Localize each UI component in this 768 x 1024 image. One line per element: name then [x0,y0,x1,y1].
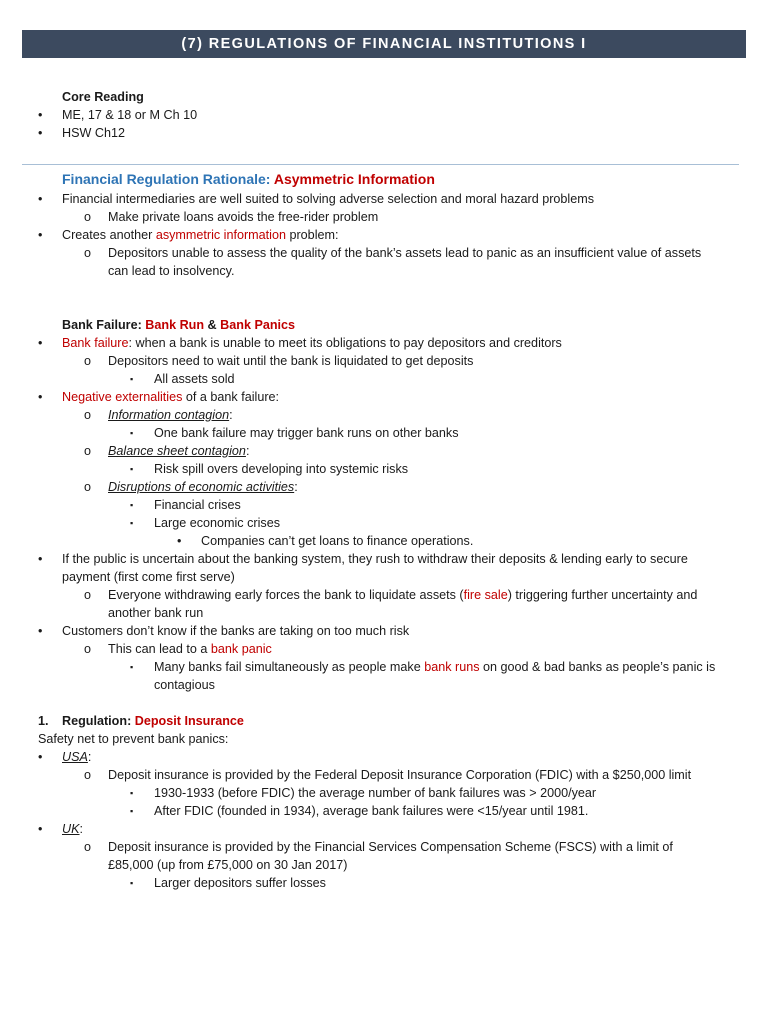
list-item: ▪ Financial crises [130,498,241,512]
list-item: o Deposit insurance is provided by the Federal Deposit Insurance Corporation (FDIC) with a $250,000 limit [84,768,692,782]
bullet-icon: • [38,108,43,122]
circle-bullet-icon: o [84,246,92,260]
square-bullet-icon: ▪ [130,500,134,510]
list-item: o Deposit insurance is provided by the Financial Services Compensation Scheme (FSCS) with a limit of £85,000 (up from £75,000 on 30 Jan 2017) [84,840,673,872]
list-item: • HSW Ch12 [38,126,125,140]
bullet-icon: • [38,552,43,566]
list-item: • Bank failure: when a bank is unable to meet its obligations to pay depositors and creditors [38,336,562,350]
square-bullet-icon: ▪ [130,464,134,474]
list-item: • USA: [38,750,92,764]
list-item: o Balance sheet contagion: [84,444,250,458]
list-item: o Information contagion: [84,408,233,422]
square-bullet-icon: ▪ [130,428,134,438]
document-body [38,88,722,892]
section-heading-rationale: Financial Regulation Rationale: Asymmetric Information [62,171,435,187]
list-item: ▪ Larger depositors suffer losses [130,876,326,890]
list-item: o This can lead to a bank panic [84,642,272,656]
list-item: • Companies can’t get loans to finance operations. [177,534,474,548]
list-item: ▪ One bank failure may trigger bank runs on other banks [130,426,459,440]
square-bullet-icon: ▪ [130,374,134,384]
list-item: ▪ All assets sold [130,372,235,386]
circle-bullet-icon: o [84,210,92,224]
list-item: ▪ Many banks fail simultaneously as people make bank runs on good & bad banks as people’s panic is contagious [130,660,716,692]
bullet-icon: • [177,534,182,548]
circle-bullet-icon: o [84,354,92,368]
list-item: • Negative externalities of a bank failure: [38,390,280,404]
list-item: o Depositors need to wait until the bank is liquidated to get deposits [84,354,474,368]
bullet-icon: • [38,822,43,836]
list-item: ▪ Large economic crises [130,516,280,530]
circle-bullet-icon: o [84,480,92,494]
circle-bullet-icon: o [84,408,92,422]
bullet-icon: • [38,624,43,638]
title-banner [22,30,746,58]
circle-bullet-icon: o [84,840,92,854]
section-heading-bank-failure: Bank Failure: Bank Run & Bank Panics [62,318,296,332]
page-title: (7) REGULATIONS OF FINANCIAL INSTITUTIONS I [181,36,587,52]
list-item: • ME, 17 & 18 or M Ch 10 [38,108,198,122]
square-bullet-icon: ▪ [130,806,134,816]
list-item: o Depositors unable to assess the quality of the bank’s assets lead to panic as an insufficient value of assets can lead to insolvency. [84,246,702,278]
square-bullet-icon: ▪ [130,788,134,798]
square-bullet-icon: ▪ [130,518,134,528]
list-item: • If the public is uncertain about the banking system, they rush to withdraw their deposits & lending early to secure payment (first come first serve) [38,552,688,584]
list-item: o Everyone withdrawing early forces the bank to liquidate assets (fire sale) triggering further uncertainty and another bank run [84,588,698,620]
bullet-icon: • [38,192,43,206]
bullet-icon: • [38,336,43,350]
list-item: • Customers don’t know if the banks are taking on too much risk [38,624,410,638]
square-bullet-icon: ▪ [130,878,134,888]
list-item: • UK: [38,822,83,836]
square-bullet-icon: ▪ [130,662,134,672]
bullet-icon: • [38,228,43,242]
circle-bullet-icon: o [84,768,92,782]
bullet-icon: • [38,126,43,140]
circle-bullet-icon: o [84,588,92,602]
list-item: o Make private loans avoids the free-rider problem [84,210,379,224]
core-reading-heading: Core Reading [62,90,144,104]
circle-bullet-icon: o [84,444,92,458]
section-intro: Safety net to prevent bank panics: [38,732,229,746]
section-heading-deposit-insurance: 1. Regulation: Deposit Insurance [38,714,244,728]
list-item: ▪ After FDIC (founded in 1934), average bank failures were <15/year until 1981. [130,804,589,818]
list-item: • Financial intermediaries are well suited to solving adverse selection and moral hazard problems [38,192,594,206]
list-item: ▪ Risk spill overs developing into systemic risks [130,462,409,476]
circle-bullet-icon: o [84,642,92,656]
bullet-icon: • [38,750,43,764]
list-item: o Disruptions of economic activities: [84,480,298,494]
bullet-icon: • [38,390,43,404]
list-item: ▪ 1930-1933 (before FDIC) the average number of bank failures was > 2000/year [130,786,597,800]
list-item: • Creates another asymmetric information problem: [38,228,339,242]
